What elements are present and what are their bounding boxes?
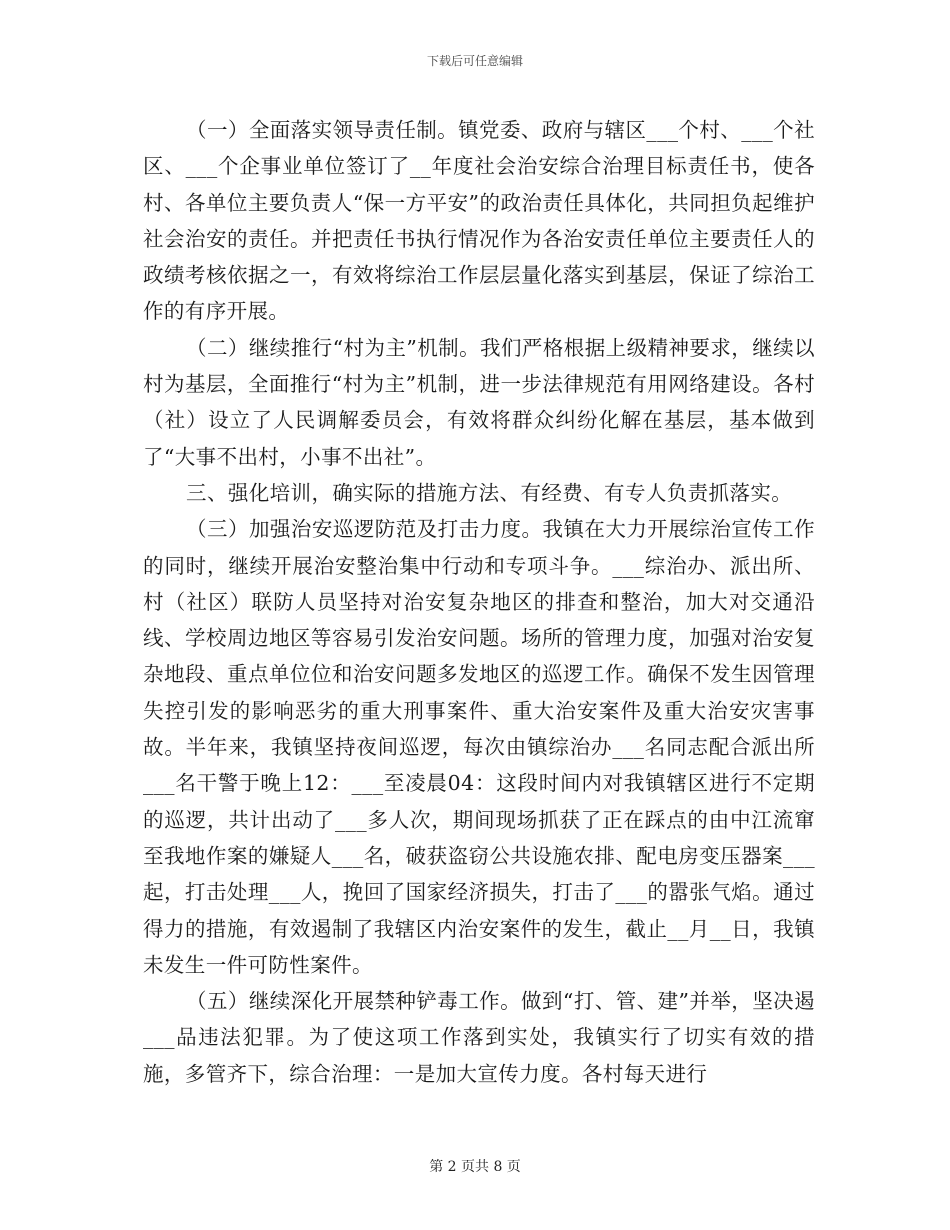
header-note: 下载后可任意编辑 — [426, 54, 523, 68]
page-number: 第 2 页共 8 页 — [429, 1159, 521, 1175]
paragraph-village-mechanism: （二）继续推行“村为主”机制。我们严格根据上级精神要求，继续以村为基层，全面推行“村为主”机制，进一步法律规范有用网络建设。各村（社）设立了人民调解委员会，有效将群众纠纷化解在基层，基本做到了“大事不出村，小事不出社”。 — [143, 335, 815, 469]
paragraph-patrol-crackdown: （三）加强治安巡逻防范及打击力度。我镇在大力开展综治宣传工作的同时，继续开展治安整治集中行动和专项斗争。___综治办、派出所、村（社区）联防人员坚持对治安复杂地区的排查和整治，加大对交通沿线、学校周边地区等容易引发治安问题。场所的管理力度，加强对治安复杂地段、重点单位位和治安问题多发地区的巡逻工作。确保不发生因管理失控引发的影响恶劣的重大刑事案件、重大治安案件及重大治安灾害事故。半年来，我镇坚持夜间巡逻，每次由镇综治办___名同志配合派出所___名干警于晚上12：___至凌晨04：这段时间内对我镇辖区进行不定期的巡逻，共计出动了___多人次，期间现场抓获了正在踩点的由中江流窜至我地作案的嫌疑人___名，破获盗窃公共设施农排、配电房变压器案___起，打击处理___人，挽回了国家经济损失，打击了___的嚣张气焰。通过得力的措施，有效遏制了我辖区内治安案件的发生，截止__月__日，我镇未发生一件可防性案件。 — [143, 517, 815, 977]
document-body — [143, 112, 815, 1092]
paragraph-training-heading: 三、强化培训，确实际的措施方法、有经费、有专人负责抓落实。 — [186, 480, 793, 505]
paragraph-anti-drug: （五）继续深化开展禁种铲毒工作。做到“打、管、建”并举，坚决遏___品违法犯罪。为了使这项工作落到实处，我镇实行了切实有效的措施，多管齐下，综合治理：一是加大宣传力度。各村每天进行 — [143, 989, 815, 1086]
paragraph-leadership-responsibility: （一）全面落实领导责任制。镇党委、政府与辖区___个村、___个社区、___个企事业单位签订了__年度社会治安综合治理目标责任书，使各村、各单位主要负责人“保一方平安”的政治责任具体化，共同担负起维护社会治安的责任。并把责任书执行情况作为各治安责任单位主要责任人的政绩考核依据之一，有效将综治工作层层量化落实到基层，保证了综治工作的有序开展。 — [143, 118, 815, 324]
